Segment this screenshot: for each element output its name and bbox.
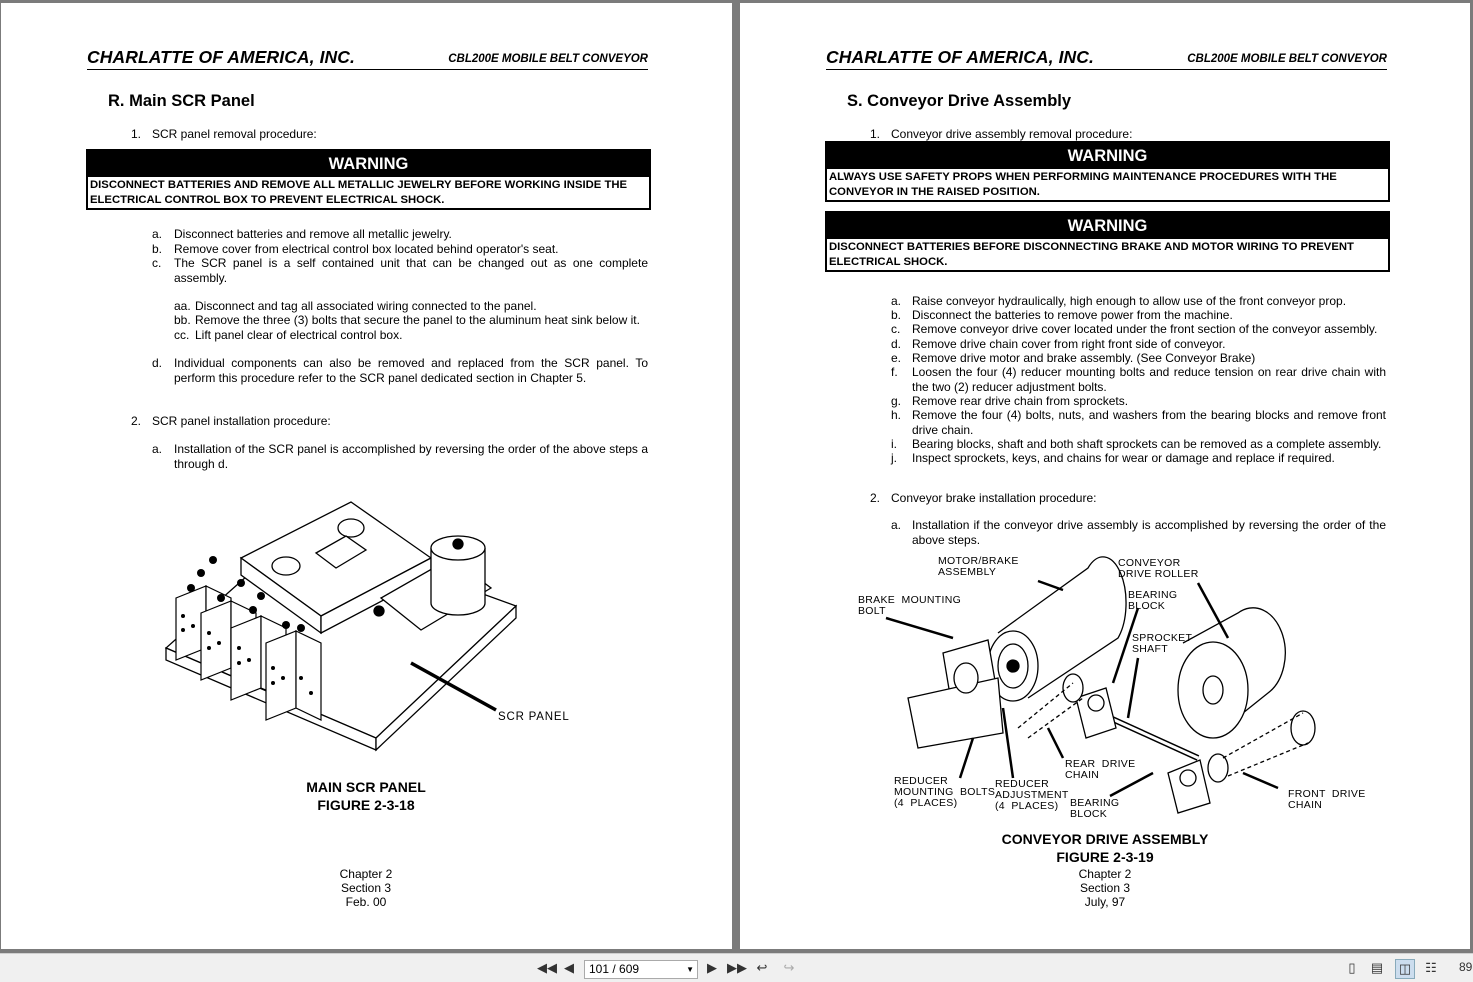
document-page-left — [1, 3, 732, 949]
continuous-view-icon[interactable]: ▤ — [1370, 960, 1384, 975]
list-item: The SCR panel is a self contained unit that can be changed out as one complete assembly. — [174, 256, 648, 285]
list-label: a. — [891, 518, 902, 532]
warning-box — [825, 211, 1390, 272]
step-number: 1. — [870, 127, 881, 141]
label-motor-brake: MOTOR/BRAKE ASSEMBLY — [938, 555, 1019, 578]
list-label: a. — [152, 442, 163, 456]
footer-date: Feb. 00 — [345, 895, 387, 909]
list-label: c. — [891, 322, 901, 336]
list-item: Bearing blocks, shaft and both shaft sprockets can be removed as a complete assembly. — [912, 437, 1382, 451]
page-header — [87, 47, 648, 70]
two-page-continuous-icon[interactable]: ☷ — [1425, 960, 1437, 975]
figure-caption-title: CONVEYOR DRIVE ASSEMBLY — [1001, 831, 1209, 847]
list-item: Individual components can also be removed and replaced from the SCR panel. To perform this procedure refer to the SCR panel dedicated section in Chapter 5. — [174, 356, 648, 385]
list-item: Remove drive motor and brake assembly. (See Conveyor Brake) — [912, 351, 1256, 365]
page-number-select[interactable] — [584, 960, 698, 979]
list-item: Inspect sprockets, keys, and chains for wear or damage and replace if required. — [912, 451, 1335, 465]
sublist-label: cc. — [174, 328, 190, 342]
list-item: Installation if the conveyor drive assembly is accomplished by reversing the order of the above steps. — [912, 518, 1386, 547]
list-label: h. — [891, 408, 902, 422]
list-label: j. — [891, 451, 897, 465]
list-item: Remove cover from electrical control box located behind operator's seat. — [174, 242, 559, 256]
list-label: e. — [891, 351, 902, 365]
section-title: S. Conveyor Drive Assembly — [847, 92, 1072, 110]
list-label: d. — [152, 356, 163, 370]
warning-text: DISCONNECT BATTERIES BEFORE DISCONNECTING BRAKE AND MOTOR WIRING TO PREVENT ELECTRICAL SHOCK. — [829, 241, 1354, 268]
next-page-icon[interactable]: ▶ — [707, 960, 717, 975]
label-reducer-bolts: REDUCER MOUNTING BOLTS (4 PLACES) — [894, 775, 996, 809]
footer-section: Section 3 — [1079, 881, 1131, 895]
warning-box — [825, 141, 1390, 202]
list-item: Disconnect batteries and remove all metallic jewelry. — [174, 227, 452, 241]
document-page-right — [740, 3, 1470, 949]
sublist-label: bb. — [174, 313, 191, 327]
go-back-icon[interactable]: ↩ — [756, 960, 768, 975]
footer-chapter: Chapter 2 — [1078, 867, 1132, 881]
footer-chapter: Chapter 2 — [339, 867, 393, 881]
footer-section: Section 3 — [340, 881, 392, 895]
company-name: CHARLATTE OF AMERICA, INC. — [87, 47, 355, 67]
viewer-toolbar — [0, 953, 1473, 982]
step-number: 2. — [131, 414, 142, 428]
list-label: g. — [891, 394, 902, 408]
list-label: d. — [891, 337, 902, 351]
previous-page-icon[interactable]: ◀ — [564, 960, 574, 975]
sublist-item: Lift panel clear of electrical control box. — [195, 328, 403, 342]
list-item: Installation of the SCR panel is accomplished by reversing the order of the above steps a through d. — [174, 442, 648, 471]
product-name: CBL200E MOBILE BELT CONVEYOR — [1187, 53, 1387, 65]
list-item: Remove rear drive chain from sprockets. — [912, 394, 1129, 408]
page-header — [826, 47, 1387, 70]
list-item: Remove the four (4) bolts, nuts, and washers from the bearing blocks and remove front drive chain. — [912, 408, 1386, 437]
footer-date: July, 97 — [1084, 895, 1126, 909]
first-page-icon[interactable]: ◀◀ — [537, 960, 557, 975]
list-item: Raise conveyor hydraulically, high enough to allow use of the front conveyor prop. — [912, 294, 1347, 308]
product-name: CBL200E MOBILE BELT CONVEYOR — [448, 53, 648, 65]
step-text: Conveyor drive assembly removal procedure: — [891, 127, 1133, 141]
zoom-level[interactable]: 89 — [1459, 960, 1473, 974]
warning-title: WARNING — [827, 213, 1388, 239]
label-sprocket-shaft: SPROCKET SHAFT — [1132, 632, 1193, 655]
figure-caption-title: MAIN SCR PANEL — [306, 779, 426, 795]
list-label: b. — [891, 308, 902, 322]
label-front-chain: FRONT DRIVE CHAIN — [1288, 788, 1366, 811]
list-label: c. — [152, 256, 162, 270]
list-item: Disconnect the batteries to remove power from the machine. — [912, 308, 1233, 322]
chevron-down-icon: ▼ — [686, 965, 694, 974]
step-text: SCR panel installation procedure: — [152, 414, 331, 428]
sublist-label: aa. — [174, 299, 191, 313]
sublist-item: Remove the three (3) bolts that secure the panel to the aluminum heat sink below it. — [195, 313, 640, 327]
list-item: Loosen the four (4) reducer mounting bolts and reduce tension on rear drive chain with the two (2) reducer adjustment bolts. — [912, 365, 1386, 394]
list-label: i. — [891, 437, 897, 451]
step-text: Conveyor brake installation procedure: — [891, 491, 1097, 505]
last-page-icon[interactable]: ▶▶ — [727, 960, 747, 975]
list-label: a. — [152, 227, 163, 241]
step-number: 1. — [131, 127, 142, 141]
single-page-view-icon[interactable]: ▯ — [1348, 960, 1356, 975]
company-name: CHARLATTE OF AMERICA, INC. — [826, 47, 1094, 67]
warning-title: WARNING — [88, 151, 649, 177]
page-indicator: 101 / 609 — [589, 962, 640, 976]
list-label: f. — [891, 365, 898, 379]
list-item: Remove conveyor drive cover located under the front section of the conveyor assembly. — [912, 322, 1378, 336]
warning-box — [86, 149, 651, 210]
sublist-item: Disconnect and tag all associated wiring connected to the panel. — [195, 299, 537, 313]
label-brake-bolt: BRAKE MOUNTING BOLT — [858, 594, 962, 617]
two-page-view-icon[interactable]: ◫ — [1395, 959, 1415, 979]
label-bearing-block-top: BEARING BLOCK — [1128, 589, 1178, 612]
list-item: Remove drive chain cover from right front side of conveyor. — [912, 337, 1226, 351]
label-bearing-block-bottom: BEARING BLOCK — [1070, 797, 1120, 820]
step-text: SCR panel removal procedure: — [152, 127, 317, 141]
list-label: b. — [152, 242, 163, 256]
label-rear-chain: REAR DRIVE CHAIN — [1065, 758, 1136, 781]
label-reducer-adjustment: REDUCER ADJUSTMENT (4 PLACES) — [995, 778, 1069, 812]
list-label: a. — [891, 294, 902, 308]
figure-label-scr-panel: SCR PANEL — [498, 711, 570, 723]
warning-text: ALWAYS USE SAFETY PROPS WHEN PERFORMING MAINTENANCE PROCEDURES WITH THE CONVEYOR IN THE RAISED POSITION. — [829, 171, 1337, 198]
figure-caption-number: FIGURE 2-3-19 — [1056, 849, 1154, 865]
go-forward-icon[interactable]: ↪ — [783, 960, 795, 975]
warning-text: DISCONNECT BATTERIES AND REMOVE ALL METALLIC JEWELRY BEFORE WORKING INSIDE THE ELECTRICAL CONTROL BOX TO PREVENT ELECTRICAL SHOCK. — [90, 179, 628, 206]
warning-title: WARNING — [827, 143, 1388, 169]
section-title: R. Main SCR Panel — [108, 92, 255, 110]
figure-caption-number: FIGURE 2-3-18 — [317, 797, 415, 813]
label-drive-roller: CONVEYOR DRIVE ROLLER — [1118, 557, 1199, 580]
step-number: 2. — [870, 491, 881, 505]
